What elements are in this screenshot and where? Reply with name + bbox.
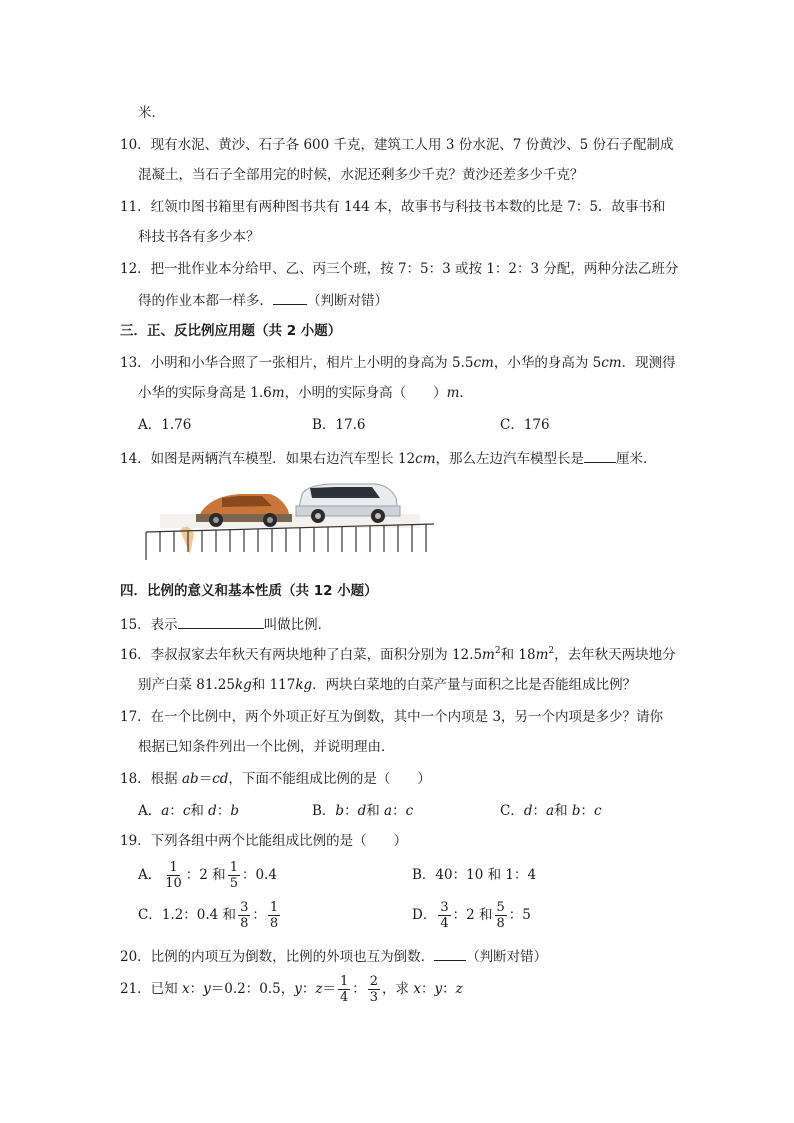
option-b[interactable]: B．40：10 和 1：4 xyxy=(412,867,537,883)
section-4-heading: 四．比例的意义和基本性质（共 12 小题） xyxy=(120,583,378,599)
answer-blank[interactable] xyxy=(178,614,264,629)
option-a[interactable]: A． $\frac{1}{10}$ ：2 和 $\frac{1}{5}$ ：0.4 xyxy=(138,860,277,891)
option-c[interactable]: C．d：a和 b：c xyxy=(500,803,602,819)
question-12-line1: 12．把一批作业本分给甲、乙、丙三个班，按 7：5：3 或按 1：2：3 分配，两种分法乙班分 xyxy=(120,261,679,277)
option-a[interactable]: A．1.76 xyxy=(138,417,192,433)
question-21: 21．已知 x：y＝0.2：0.5，y：z＝ $\frac{1}{4}$ ： $\frac{2}{3}$ ，求 x：y：z xyxy=(120,974,463,1005)
option-b[interactable]: B．b：d和 a：c xyxy=(312,803,414,819)
answer-blank[interactable] xyxy=(584,448,616,463)
question-16-line2: 别产白菜 81.25kg和 117kg．两块白菜地的白菜产量与面积之比是否能组成比例？ xyxy=(138,677,637,693)
option-a[interactable]: A．a：c和 d：b xyxy=(138,803,239,819)
option-b[interactable]: B．17.6 xyxy=(312,417,366,433)
car-models-on-ruler-image xyxy=(140,474,440,566)
question-14-line1: 14．如图是两辆汽车模型．如果右边汽车型长 12cm，那么左边汽车模型长是 厘米． xyxy=(120,448,657,468)
question-17-line1: 17．在一个比例中，两个外项正好互为倒数，其中一个内项是 3，另一个内项是多少？请你 xyxy=(120,709,664,725)
question-12-line2 xyxy=(138,290,388,310)
question-15: 15．表示 叫做比例． xyxy=(120,614,331,634)
question-19: 19．下列各组中两个比能组成比例的是（ ） xyxy=(120,833,408,849)
option-c[interactable]: C．1.2：0.4 和 $\frac{3}{8}$ ： $\frac{1}{8}$ xyxy=(138,900,279,931)
question-11-line2: 科技书各有多少本？ xyxy=(138,229,260,245)
question-13-line2: 小华的实际身高是 1.6m，小明的实际身高（ ）m． xyxy=(138,385,473,401)
car-models-figure xyxy=(140,474,440,566)
question-16-line1: 16．李叔叔家去年秋天有两块地种了白菜，面积分别为 $12.5m^2$和 $18m^2$，去年秋天两块地分 xyxy=(120,646,676,663)
question-11-line1: 11．红领巾图书箱里有两种图书共有 144 本，故事书与科技书本数的比是 7：5．故事书和 xyxy=(120,199,666,215)
option-d[interactable]: D． $\frac{3}{4}$ ：2 和 $\frac{5}{8}$ ：5 xyxy=(412,900,531,931)
question-13-line1: 13．小明和小华合照了一张相片，相片上小明的身高为 5.5cm，小华的身高为 5cm．现测得 xyxy=(120,355,676,371)
line-continuation: 米． xyxy=(138,105,165,121)
judge-note: （判断对错） xyxy=(307,293,388,309)
answer-blank[interactable] xyxy=(273,290,307,305)
question-10-line1: 10．现有水泥、黄沙、石子各 600 千克，建筑工人用 3 份水泥、7 份黄沙、5 份石子配制成 xyxy=(120,137,674,153)
option-c[interactable]: C．176 xyxy=(500,417,550,433)
answer-blank[interactable] xyxy=(434,946,466,961)
question-18: 18．根据 ab＝cd，下面不能组成比例的是（ ） xyxy=(120,771,431,787)
question-17-line2: 根据已知条件列出一个比例，并说明理由． xyxy=(138,739,395,755)
question-10-line2: 混凝土，当石子全部用完的时候，水泥还剩多少千克？黄沙还差多少千克？ xyxy=(138,167,584,183)
section-3-heading: 三．正、反比例应用题（共 2 小题） xyxy=(120,323,342,339)
question-12-text: 得的作业本都一样多． xyxy=(138,293,273,309)
question-20: 20．比例的内项互为倒数，比例的外项也互为倒数． （判断对错） xyxy=(120,946,547,966)
